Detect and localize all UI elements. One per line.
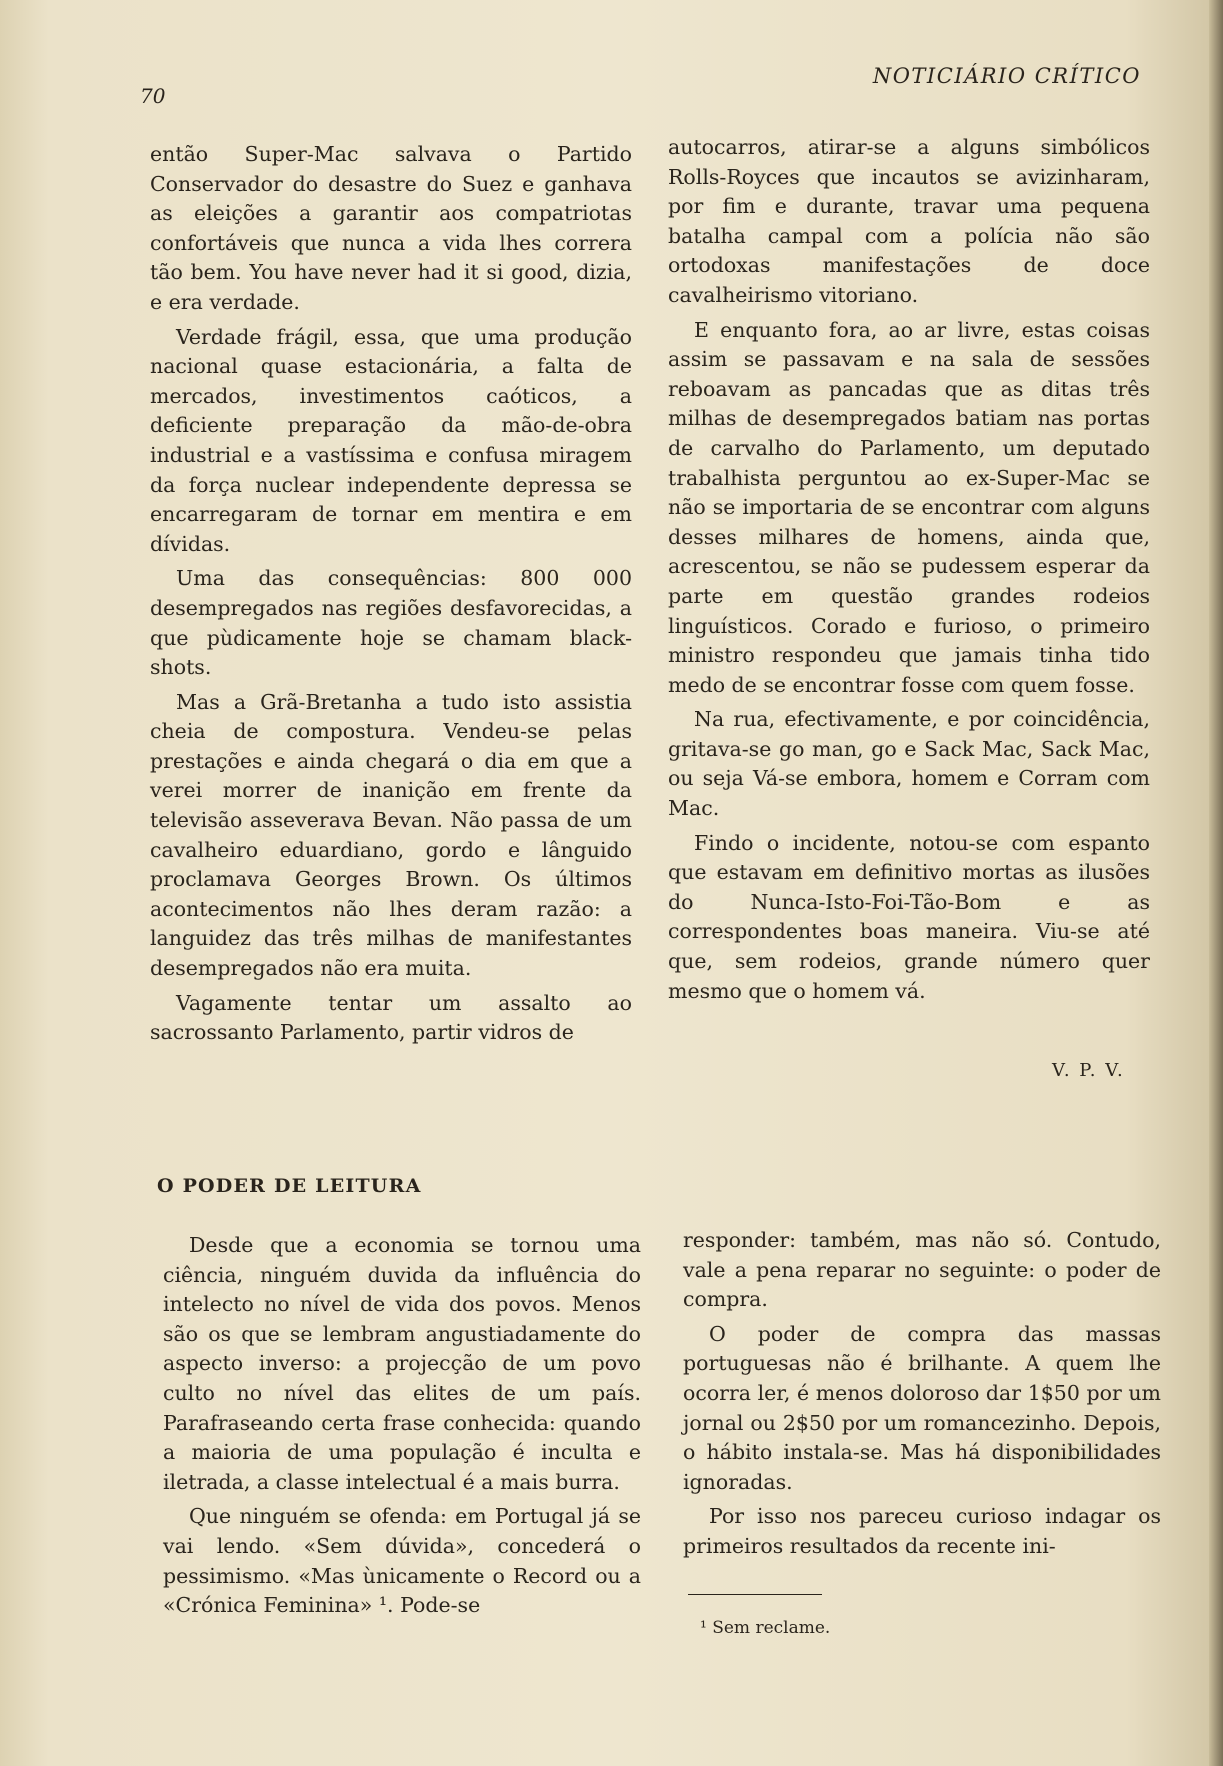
author-signature: V. P. V. [1052,1060,1125,1081]
paragraph: Mas a Grã-Bretanha a tudo isto assistia cheia de compostura. Vendeu-se pelas prestações e ainda chegará o dia em que a verei morrer de inanição em frente da televisão asseverava Bevan. Não passa de um cavalheiro eduardiano, gordo e lânguido proclamava Georges Brown. Os últimos acontecimentos não lhes deram razão: a languidez das três milhas de manifestantes desempregados não era muita. [150,689,632,981]
footnote: ¹ Sem reclame. [700,1618,831,1638]
paragraph: responder: também, mas não só. Contudo, vale a pena reparar no seguinte: o poder de compra. [683,1228,1161,1312]
running-head: NOTICIÁRIO CRÍTICO [872,64,1141,88]
paragraph: Que ninguém se ofenda: em Portugal já se vai lendo. «Sem dúvida», concederá o pessimismo. «Mas ùnicamente o Record ou a «Crónica Feminina» ¹. Pode-se [163,1504,641,1618]
article1-column-right [668,133,1150,1011]
footnote-rule [688,1594,822,1595]
section-title: O PODER DE LEITURA [157,1175,422,1197]
article2-column-right [683,1226,1161,1567]
paragraph: autocarros, atirar-se a alguns simbólicos Rolls-Royces que incautos se avizinharam, por fim e durante, travar uma pequena batalha campal com a polícia não são ortodoxas manifestações de doce cavalheirismo vitoriano. [668,135,1150,307]
paragraph: Por isso nos pareceu curioso indagar os primeiros resultados da recente ini- [683,1504,1161,1558]
paragraph: Na rua, efectivamente, e por coincidência, gritava-se go man, go e Sack Mac, Sack Mac, ou seja Vá-se embora, homem e Corram com Mac. [668,707,1150,821]
paragraph: E enquanto fora, ao ar livre, estas coisas assim se passavam e na sala de sessões reboavam as pancadas que as ditas três milhas de desempregados batiam nas portas de carvalho do Parlamento, um deputado trabalhista perguntou ao ex-Super-Mac se não se importaria de se encontrar com alguns desses milhares de homens, ainda que, acrescentou, se não se pudessem esperar da parte em questão grandes rodeios linguísticos. Corado e furioso, o primeiro ministro respondeu que jamais tinha tido medo de se encontrar fosse com quem fosse. [668,317,1150,697]
paragraph: Findo o incidente, notou-se com espanto que estavam em definitivo mortas as ilusões do Nunca-Isto-Foi-Tão-Bom e as correspondentes boas maneira. Viu-se até que, sem rodeios, grande número quer mesmo que o homem vá. [668,830,1150,1003]
book-spine-shadow [1209,0,1223,1766]
paragraph: Vagamente tentar um assalto ao sacrossanto Parlamento, partir vidros de [150,990,632,1045]
paragraph: então Super-Mac salvava o Partido Conservador do desastre do Suez e ganhava as eleições a garantir aos compatriotas confortáveis que nunca a vida lhes correra tão bem. You have never had it si good, dizia, e era verdade. [150,142,632,314]
paragraph: Uma das consequências: 800 000 desempregados nas regiões desfavorecidas, a que pùdicamente hoje se chamam black-shots. [150,566,632,680]
paragraph: Verdade frágil, essa, que uma produção nacional quase estacionária, a falta de mercados, investimentos caóticos, a deficiente preparação da mão-de-obra industrial e a vastíssima e confusa miragem da força nuclear independente depressa se encarregaram de tornar em mentira e em dívidas. [150,324,632,556]
paragraph: O poder de compra das massas portuguesas não é brilhante. A quem lhe ocorra ler, é menos doloroso dar 1$50 por um jornal ou 2$50 por um romancezinho. Depois, o hábito instala-se. Mas há disponibilidades ignoradas. [683,1321,1161,1494]
article1-column-left [150,140,632,1053]
paragraph: Desde que a economia se tornou uma ciência, ninguém duvida da influência do intelecto no nível de vida dos povos. Menos são os que se lembram angustiadamente do aspecto inverso: a projecção de um povo culto no nível das elites de um país. Parafraseando certa frase conhecida: quando a maioria de uma população é inculta e iletrada, a classe intelectual é a mais burra. [163,1233,641,1494]
page-number: 70 [140,84,166,108]
article2-column-left [163,1231,641,1626]
